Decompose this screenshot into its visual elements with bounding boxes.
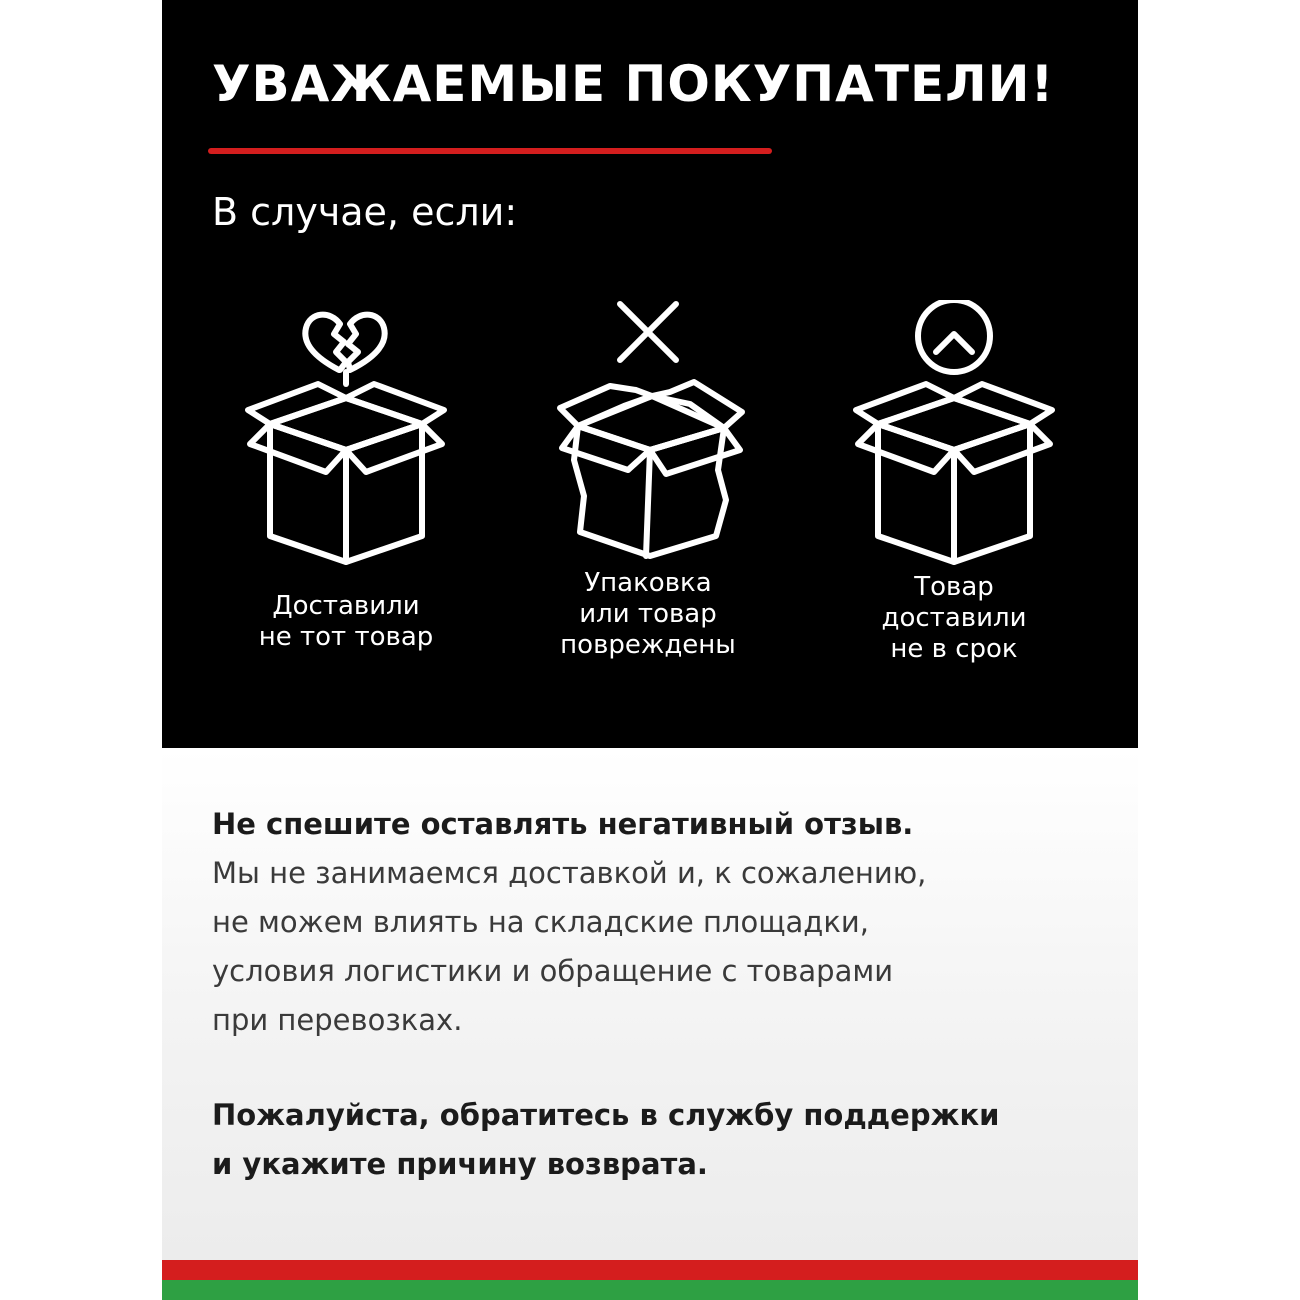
title-underline [208, 148, 772, 154]
caption-line: или товар [579, 599, 717, 629]
message-line: не можем влиять на складские площадки, [212, 905, 869, 939]
page-title: УВАЖАЕМЫЕ ПОКУПАТЕЛИ! [212, 55, 1055, 113]
call-to-action [212, 1091, 1112, 1189]
message-lead: Не спешите оставлять негативный отзыв. [212, 807, 914, 841]
subtitle: В случае, если: [212, 190, 518, 234]
message-line: Мы не занимаемся доставкой и, к сожалению, [212, 856, 927, 890]
caption-line: Упаковка [584, 568, 712, 598]
message-panel [162, 748, 1138, 1260]
caption-line: не в срок [890, 634, 1018, 664]
caption-line: Доставили [272, 591, 420, 621]
cta-line: и укажите причину возврата. [212, 1147, 708, 1181]
message-line: при перевозках. [212, 1003, 463, 1037]
late-delivery-box-icon [844, 300, 1064, 580]
header-panel [162, 0, 1138, 748]
footer-stripe-green [162, 1280, 1138, 1300]
broken-heart-box-icon [236, 300, 456, 580]
case-caption-late [824, 572, 1084, 665]
caption-line: Товар [914, 572, 994, 602]
caption-line: не тот товар [258, 622, 434, 652]
case-caption-damaged [518, 568, 778, 661]
message-block [212, 800, 1112, 1045]
message-line: условия логистики и обращение с товарами [212, 954, 894, 988]
cta-line: Пожалуйста, обратитесь в службу поддержки [212, 1098, 1000, 1132]
caption-line: повреждены [560, 630, 736, 660]
case-caption-wrong-item [216, 591, 476, 653]
caption-line: доставили [881, 603, 1027, 633]
footer-stripe-red [162, 1260, 1138, 1280]
notice-card [162, 0, 1138, 1300]
damaged-box-icon [540, 300, 760, 580]
